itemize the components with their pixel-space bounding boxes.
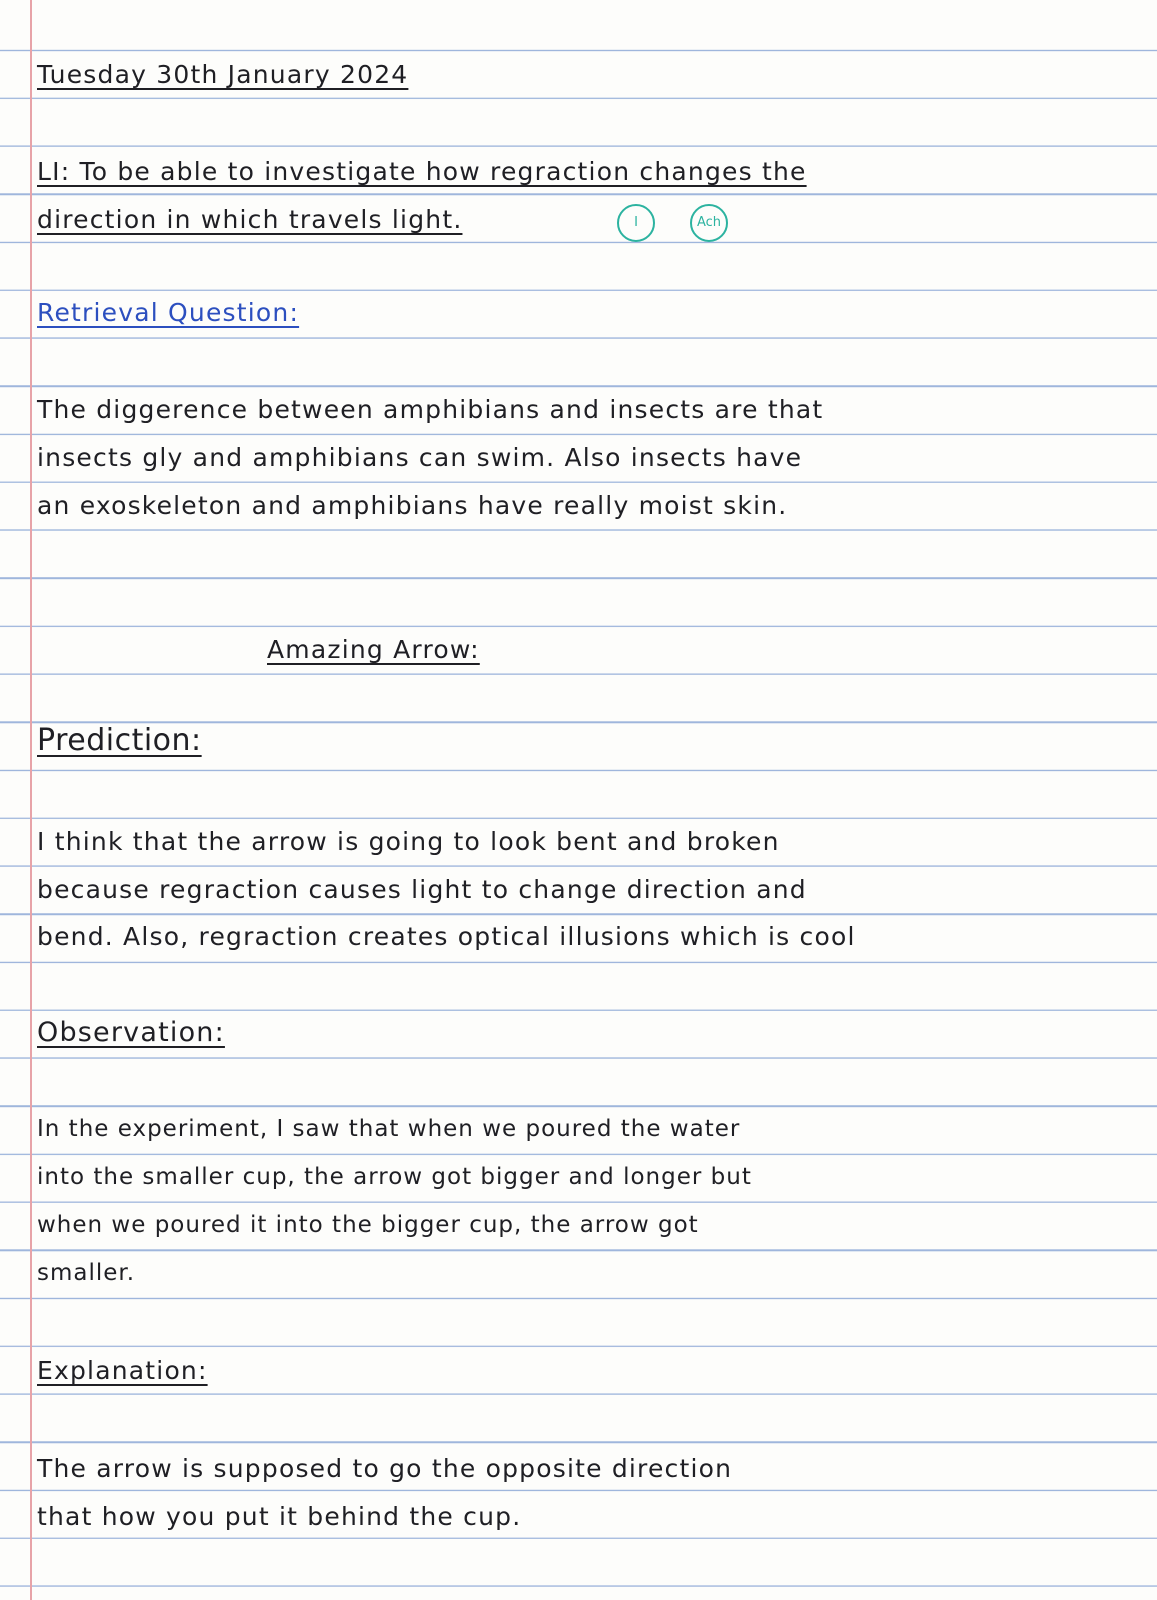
- prediction-line-3: bend. Also, regraction creates optical illusions which is cool: [37, 922, 856, 951]
- observation-line-1: In the experiment, I saw that when we poured the water: [37, 1116, 741, 1142]
- prediction-line-2: because regraction causes light to change direction and: [37, 875, 807, 904]
- prediction-line-1: I think that the arrow is going to look bent and broken: [37, 827, 780, 856]
- margin-line: [30, 0, 32, 1600]
- explanation-heading: Explanation:: [37, 1356, 208, 1385]
- prediction-heading: Prediction:: [37, 723, 202, 758]
- explanation-line-2: that how you put it behind the cup.: [37, 1502, 522, 1531]
- explanation-line-1: The arrow is supposed to go the opposite direction: [37, 1454, 733, 1483]
- retrieval-answer-line-3: an exoskeleton and amphibians have really moist skin.: [37, 491, 788, 520]
- retrieval-answer-line-1: The diggerence between amphibians and insects are that: [37, 395, 824, 424]
- observation-line-2: into the smaller cup, the arrow got bigger and longer but: [37, 1164, 752, 1190]
- retrieval-question-heading: Retrieval Question:: [37, 298, 300, 327]
- achieved-stamp: Ach: [690, 204, 728, 242]
- observation-line-4: smaller.: [37, 1260, 136, 1286]
- observation-line-3: when we poured it into the bigger cup, the arrow got: [37, 1212, 699, 1238]
- observation-heading: Observation:: [37, 1017, 225, 1048]
- retrieval-answer-line-2: insects gly and amphibians can swim. Also insects have: [37, 443, 803, 472]
- date-heading: Tuesday 30th January 2024: [37, 60, 409, 89]
- learning-objective-line-2: direction in which travels light.: [37, 205, 463, 234]
- learning-objective-line-1: LI: To be able to investigate how regraction changes the: [37, 157, 807, 186]
- experiment-title: Amazing Arrow:: [267, 635, 480, 664]
- independent-stamp: I: [617, 204, 655, 242]
